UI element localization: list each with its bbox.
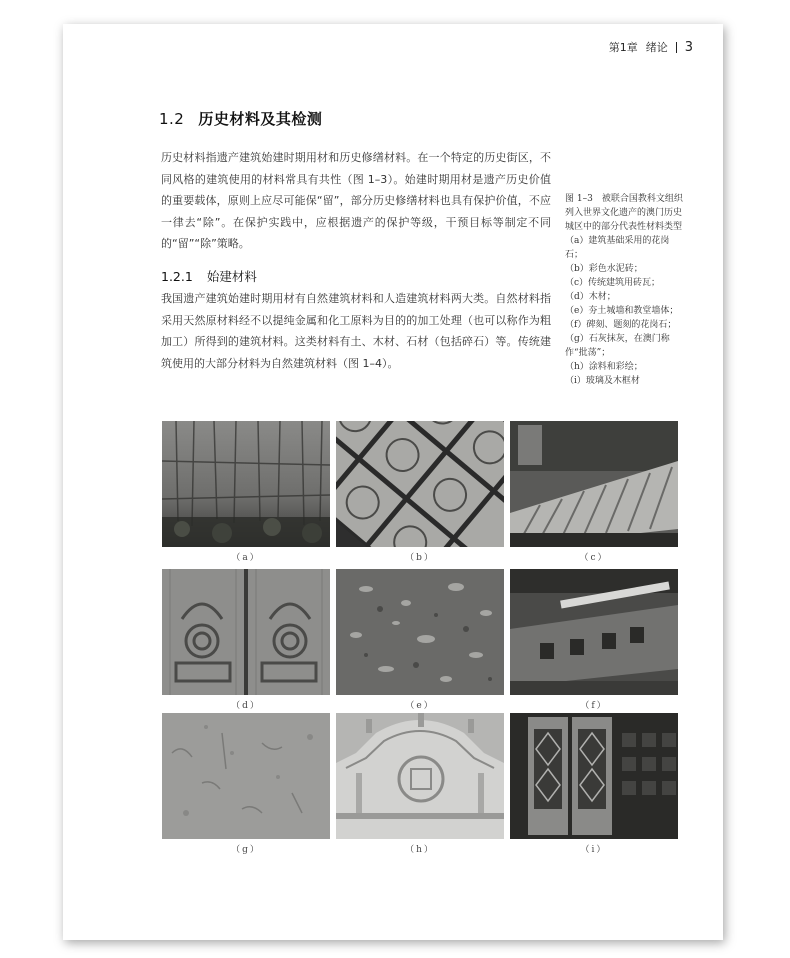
chapter-title: 绪论 xyxy=(645,41,668,54)
caption-item: （e）夯土城墙和教堂墙体； xyxy=(565,306,679,316)
photo-wooden-door xyxy=(162,569,330,695)
header-divider xyxy=(676,42,677,53)
photo-church-facade xyxy=(336,713,504,839)
figure-label-b: （b） xyxy=(405,553,435,563)
photo-lime-plaster xyxy=(162,713,330,839)
photo-glass-window xyxy=(510,713,678,839)
caption-item: （h）涂料和彩绘； xyxy=(565,362,643,372)
running-header xyxy=(609,39,693,55)
subsection-number: 1.2.1 xyxy=(161,269,193,284)
figure-label-g: （g） xyxy=(231,845,261,855)
photo-rammed-earth xyxy=(336,569,504,695)
figure-label-d: （d） xyxy=(231,701,261,711)
caption-item: （g）石灰抹灰，在澳门称作“批荡”； xyxy=(565,334,670,358)
book-page xyxy=(63,24,723,940)
paragraph-intro: 历史材料指遗产建筑始建时期用材和历史修缮材料。在一个特定的历史街区，不同风格的建筑使用的材料常具有共性（图 1–3）。始建时期用材是遗产历史价值的重要载体，原则上应尽可能保“留”，部分历史修缮材料也具有保护价值，不应一律去“除”。在保护实践中，应根据遗产的保护等级，干预目标等制定不同的“留”“除”策略。 xyxy=(161,151,551,250)
section-heading xyxy=(159,108,322,129)
caption-item: （b）彩色水泥砖； xyxy=(565,264,643,274)
paragraph-original-materials: 我国遗产建筑始建时期用材有自然建筑材料和人造建筑材料两大类。自然材料指采用天然原材料经不以提纯金属和化工原料为目的的加工处理（也可以称作为粗加工）所得到的建筑材料。这类材料有土、木材、石材（包括碎石）等。传统建筑使用的大部分材料为自然建筑材料（图 1–4）。 xyxy=(161,292,551,370)
subsection-title: 始建材料 xyxy=(206,269,257,284)
caption-item: （a）建筑基础采用的花岗石； xyxy=(565,236,670,260)
photo-granite-inscription xyxy=(510,569,678,695)
photo-roof-tiles xyxy=(510,421,678,547)
figure-caption xyxy=(565,192,685,388)
caption-title: 图 1–3 被联合国教科文组织列入世界文化遗产的澳门历史城区中的部分代表性材料类型 xyxy=(565,194,683,232)
chapter-number: 第1章 xyxy=(608,41,638,54)
caption-item: （i）玻璃及木框材 xyxy=(565,376,640,386)
caption-item: （d）木材； xyxy=(565,292,616,302)
section-number: 1.2 xyxy=(159,110,185,128)
photo-cement-tiles xyxy=(336,421,504,547)
figure-label-i: （i） xyxy=(580,845,608,855)
subsection-heading xyxy=(161,267,257,285)
figure-label-e: （e） xyxy=(405,701,435,711)
section-title: 历史材料及其检测 xyxy=(198,110,323,128)
page-number: 3 xyxy=(684,39,693,55)
caption-item: （c）传统建筑用砖瓦； xyxy=(565,278,661,288)
figure-label-f: （f） xyxy=(580,701,608,711)
figure-label-h: （h） xyxy=(405,845,435,855)
figure-label-a: （a） xyxy=(231,553,261,563)
caption-item: （f）碑刻、题刻的花岗石； xyxy=(565,320,677,330)
figure-label-c: （c） xyxy=(579,553,609,563)
photo-granite-foundation xyxy=(162,421,330,547)
